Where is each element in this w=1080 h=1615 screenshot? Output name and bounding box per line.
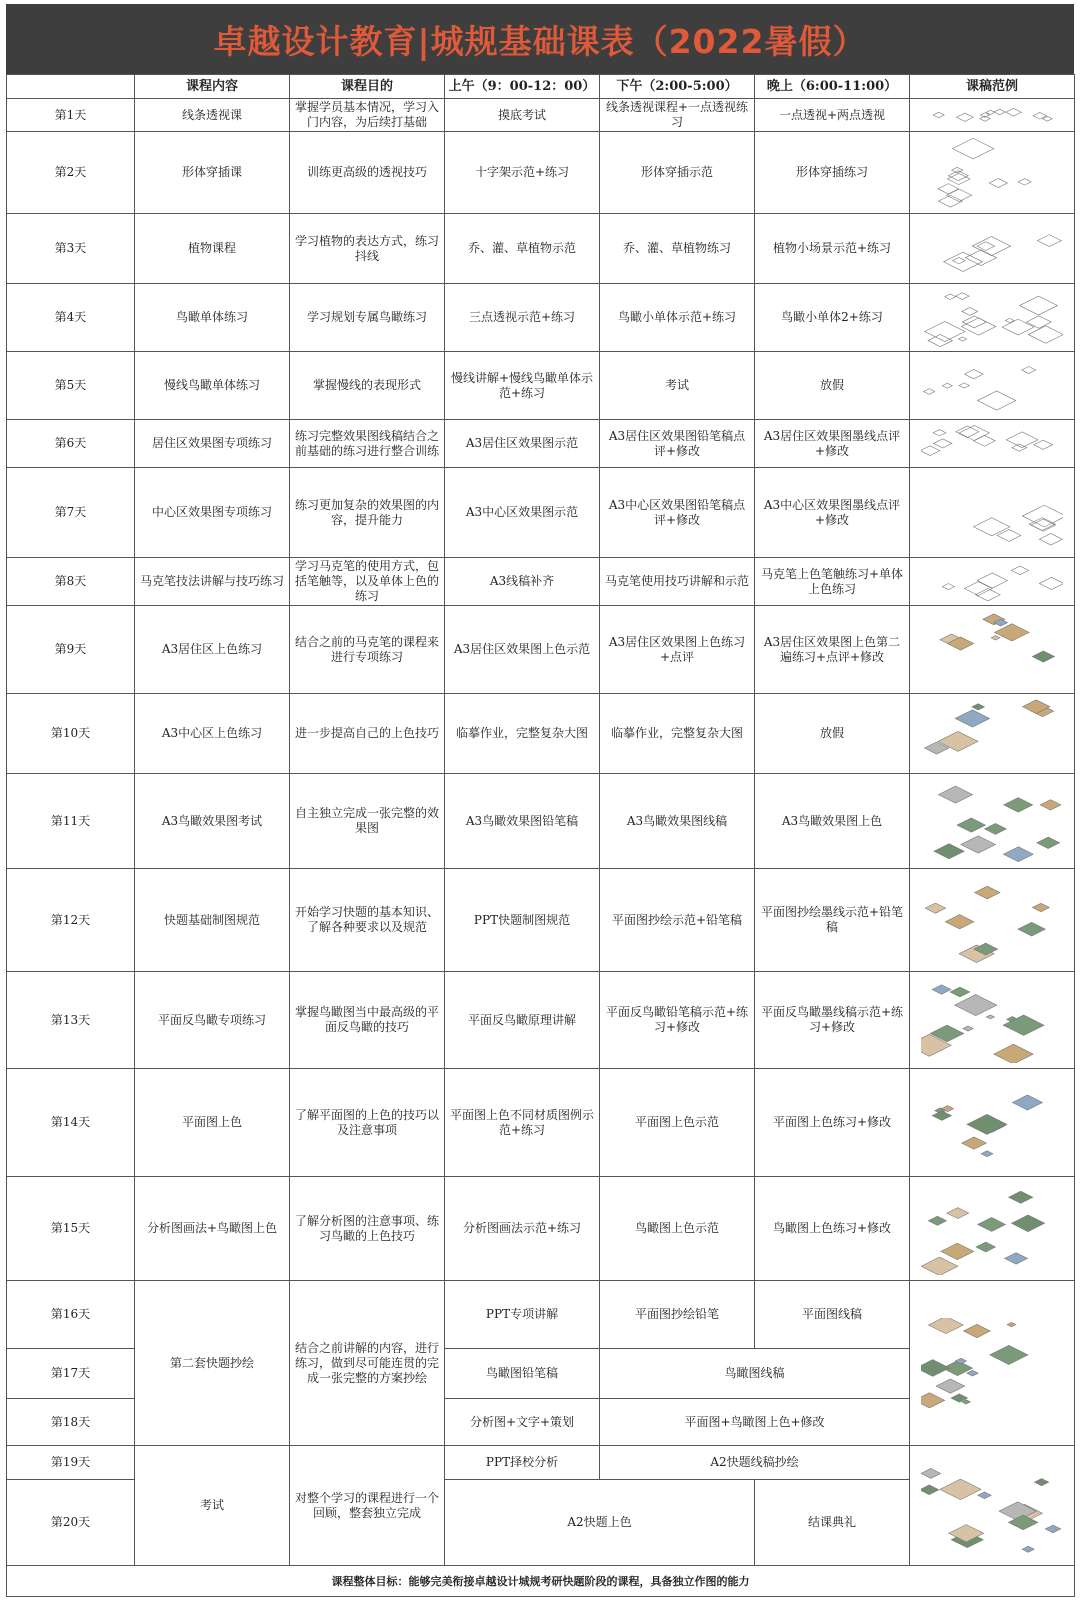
evening-cell: A3居住区效果图上色第二遍练习+点评+修改 — [755, 606, 910, 694]
course-cell: 第二套快题抄绘 — [135, 1281, 290, 1446]
day-cell: 第9天 — [7, 606, 135, 694]
course-cell: 平面反鸟瞰专项练习 — [135, 972, 290, 1069]
day-cell: 第13天 — [7, 972, 135, 1069]
afternoon-cell: 鸟瞰图上色示范 — [600, 1177, 755, 1281]
purpose-cell: 掌握慢线的表现形式 — [290, 352, 445, 420]
sketch-thumbnail — [921, 358, 1063, 414]
afternoon-cell: 形体穿插示范 — [600, 132, 755, 214]
morning-cell: 分析图画法示范+练习 — [445, 1177, 600, 1281]
header-row — [7, 75, 1075, 99]
afternoon-evening-cell: 平面图+鸟瞰图上色+修改 — [600, 1399, 910, 1446]
evening-cell: 马克笔上色笔触练习+单体上色练习 — [755, 558, 910, 606]
afternoon-cell: A3居住区效果图铅笔稿点评+修改 — [600, 420, 755, 468]
table-row — [7, 1069, 1075, 1177]
header-evening: 晚上（6:00-11:00） — [755, 75, 910, 99]
example-cell — [910, 694, 1075, 774]
morning-cell: 乔、灌、草植物示范 — [445, 214, 600, 284]
table-row — [7, 774, 1075, 869]
afternoon-cell: 马克笔使用技巧讲解和示范 — [600, 558, 755, 606]
afternoon-cell: 平面反鸟瞰铅笔稿示范+练习+修改 — [600, 972, 755, 1069]
example-cell — [910, 869, 1075, 972]
footer-row — [7, 1566, 1075, 1597]
evening-cell: 结课典礼 — [755, 1480, 910, 1566]
afternoon-evening-cell: A2快题线稿抄绘 — [600, 1446, 910, 1480]
afternoon-cell: 考试 — [600, 352, 755, 420]
sketch-thumbnail — [921, 1456, 1063, 1556]
course-cell: A3中心区上色练习 — [135, 694, 290, 774]
evening-cell: 平面反鸟瞰墨线稿示范+练习+修改 — [755, 972, 910, 1069]
purpose-cell: 结合之前讲解的内容，进行练习，做到尽可能连贯的完成一张完整的方案抄绘 — [290, 1281, 445, 1446]
sketch-thumbnail — [921, 779, 1063, 863]
morning-cell: 平面反鸟瞰原理讲解 — [445, 972, 600, 1069]
table-row — [7, 972, 1075, 1069]
sketch-thumbnail — [921, 874, 1063, 966]
sketch-thumbnail — [921, 138, 1063, 208]
morning-cell: 摸底考试 — [445, 99, 600, 132]
purpose-cell: 了解分析图的注意事项、练习鸟瞰的上色技巧 — [290, 1177, 445, 1281]
example-cell — [910, 214, 1075, 284]
table-row — [7, 214, 1075, 284]
morning-cell: A3线稿补齐 — [445, 558, 600, 606]
table-row — [7, 694, 1075, 774]
afternoon-cell: 临摹作业，完整复杂大图 — [600, 694, 755, 774]
evening-cell: 鸟瞰小单体2+练习 — [755, 284, 910, 352]
table-row — [7, 1177, 1075, 1281]
afternoon-cell: 鸟瞰小单体示范+练习 — [600, 284, 755, 352]
day-cell: 第3天 — [7, 214, 135, 284]
evening-cell: 平面图线稿 — [755, 1281, 910, 1349]
morning-cell: PPT快题制图规范 — [445, 869, 600, 972]
evening-cell: 植物小场景示范+练习 — [755, 214, 910, 284]
day-cell: 第16天 — [7, 1281, 135, 1349]
morning-cell: PPT专项讲解 — [445, 1281, 600, 1349]
header-course: 课程内容 — [135, 75, 290, 99]
course-cell: 植物课程 — [135, 214, 290, 284]
morning-cell: 平面图上色不同材质图例示范+练习 — [445, 1069, 600, 1177]
day-cell: 第4天 — [7, 284, 135, 352]
sketch-thumbnail — [921, 1318, 1063, 1408]
course-cell: 线条透视课 — [135, 99, 290, 132]
day-cell: 第6天 — [7, 420, 135, 468]
morning-cell: A3中心区效果图示范 — [445, 468, 600, 558]
purpose-cell: 学习植物的表达方式，练习抖线 — [290, 214, 445, 284]
evening-cell: 放假 — [755, 352, 910, 420]
evening-cell: 一点透视+两点透视 — [755, 99, 910, 132]
table-row — [7, 606, 1075, 694]
header-purpose: 课程目的 — [290, 75, 445, 99]
sketch-thumbnail — [921, 219, 1063, 279]
morning-cell: 临摹作业，完整复杂大图 — [445, 694, 600, 774]
afternoon-cell: 平面图抄绘示范+铅笔稿 — [600, 869, 755, 972]
example-cell — [910, 1446, 1075, 1566]
morning-cell: A3鸟瞰效果图铅笔稿 — [445, 774, 600, 869]
table-row — [7, 420, 1075, 468]
course-cell: 快题基础制图规范 — [135, 869, 290, 972]
day-cell: 第10天 — [7, 694, 135, 774]
morning-cell: 慢线讲解+慢线鸟瞰单体示范+练习 — [445, 352, 600, 420]
purpose-cell: 开始学习快题的基本知识、了解各种要求以及规范 — [290, 869, 445, 972]
afternoon-cell: A3中心区效果图铅笔稿点评+修改 — [600, 468, 755, 558]
day-cell: 第17天 — [7, 1349, 135, 1399]
morning-cell: 鸟瞰图铅笔稿 — [445, 1349, 600, 1399]
course-cell: 居住区效果图专项练习 — [135, 420, 290, 468]
purpose-cell: 对整个学习的课程进行一个回顾，整套独立完成 — [290, 1446, 445, 1566]
evening-cell: A3鸟瞰效果图上色 — [755, 774, 910, 869]
example-cell — [910, 132, 1075, 214]
afternoon-cell: 平面图上色示范 — [600, 1069, 755, 1177]
course-cell: 鸟瞰单体练习 — [135, 284, 290, 352]
table-row — [7, 352, 1075, 420]
example-cell — [910, 99, 1075, 132]
purpose-cell: 进一步提高自己的上色技巧 — [290, 694, 445, 774]
evening-cell: A3居住区效果图墨线点评+修改 — [755, 420, 910, 468]
table-row — [7, 468, 1075, 558]
afternoon-cell: 线条透视课程+一点透视练习 — [600, 99, 755, 132]
purpose-cell: 训练更高级的透视技巧 — [290, 132, 445, 214]
day-cell: 第7天 — [7, 468, 135, 558]
schedule-table — [6, 74, 1075, 1597]
table-row — [7, 284, 1075, 352]
example-cell — [910, 420, 1075, 468]
sketch-thumbnail — [921, 1183, 1063, 1275]
morning-cell: A3居住区效果图示范 — [445, 420, 600, 468]
morning-cell: 三点透视示范+练习 — [445, 284, 600, 352]
course-cell: 形体穿插课 — [135, 132, 290, 214]
page-title: 卓越设计教育|城规基础课表（2022暑假） — [213, 21, 867, 61]
course-cell: A3居住区上色练习 — [135, 606, 290, 694]
day-cell: 第18天 — [7, 1399, 135, 1446]
course-cell: 考试 — [135, 1446, 290, 1566]
purpose-cell: 学习马克笔的使用方式，包括笔触等，以及单体上色的练习 — [290, 558, 445, 606]
sketch-thumbnail — [921, 1075, 1063, 1171]
afternoon-cell: 平面图抄绘铅笔 — [600, 1281, 755, 1349]
day-cell: 第8天 — [7, 558, 135, 606]
course-goal: 课程整体目标：能够完美衔接卓越设计城规考研快题阶段的课程，具备独立作图的能力 — [7, 1566, 1075, 1597]
example-cell — [910, 606, 1075, 694]
sketch-thumbnail — [921, 563, 1063, 601]
day-cell: 第11天 — [7, 774, 135, 869]
course-cell: 慢线鸟瞰单体练习 — [135, 352, 290, 420]
example-cell — [910, 774, 1075, 869]
sketch-thumbnail — [921, 611, 1063, 689]
sketch-thumbnail — [921, 425, 1063, 463]
example-cell — [910, 1281, 1075, 1446]
day-cell: 第5天 — [7, 352, 135, 420]
table-row — [7, 558, 1075, 606]
title-bar — [6, 4, 1074, 74]
header-example: 课稿范例 — [910, 75, 1075, 99]
sketch-thumbnail — [921, 699, 1063, 769]
example-cell — [910, 558, 1075, 606]
morning-cell: 分析图+文字+策划 — [445, 1399, 600, 1446]
day-cell: 第2天 — [7, 132, 135, 214]
course-cell: A3鸟瞰效果图考试 — [135, 774, 290, 869]
header-morning: 上午（9：00-12：00） — [445, 75, 600, 99]
afternoon-evening-cell: 鸟瞰图线稿 — [600, 1349, 910, 1399]
purpose-cell: 练习完整效果图线稿结合之前基础的练习进行整合训练 — [290, 420, 445, 468]
day-cell: 第14天 — [7, 1069, 135, 1177]
header-afternoon: 下午（2:00-5:00） — [600, 75, 755, 99]
evening-cell: 平面图上色练习+修改 — [755, 1069, 910, 1177]
purpose-cell: 了解平面图的上色的技巧以及注意事项 — [290, 1069, 445, 1177]
course-cell: 中心区效果图专项练习 — [135, 468, 290, 558]
table-row — [7, 869, 1075, 972]
sketch-thumbnail — [921, 289, 1063, 347]
course-cell: 分析图画法+鸟瞰图上色 — [135, 1177, 290, 1281]
example-cell — [910, 1177, 1075, 1281]
course-cell: 马克笔技法讲解与技巧练习 — [135, 558, 290, 606]
purpose-cell: 练习更加复杂的效果图的内容，提升能力 — [290, 468, 445, 558]
day-cell: 第20天 — [7, 1480, 135, 1566]
day-cell: 第15天 — [7, 1177, 135, 1281]
purpose-cell: 学习规划专属鸟瞰练习 — [290, 284, 445, 352]
purpose-cell: 结合之前的马克笔的课程来进行专项练习 — [290, 606, 445, 694]
morning-cell: PPT择校分析 — [445, 1446, 600, 1480]
sketch-thumbnail — [921, 105, 1063, 125]
morning-cell: A3居住区效果图上色示范 — [445, 606, 600, 694]
afternoon-cell: A3居住区效果图上色练习+点评 — [600, 606, 755, 694]
evening-cell: 平面图抄绘墨线示范+铅笔稿 — [755, 869, 910, 972]
example-cell — [910, 1069, 1075, 1177]
table-row — [7, 132, 1075, 214]
course-cell: 平面图上色 — [135, 1069, 290, 1177]
example-cell — [910, 352, 1075, 420]
day-cell: 第19天 — [7, 1446, 135, 1480]
purpose-cell: 自主独立完成一张完整的效果图 — [290, 774, 445, 869]
evening-cell: 放假 — [755, 694, 910, 774]
table-row — [7, 1281, 1075, 1349]
afternoon-cell: 乔、灌、草植物练习 — [600, 214, 755, 284]
sketch-thumbnail — [921, 473, 1063, 553]
day-cell: 第12天 — [7, 869, 135, 972]
evening-cell: 鸟瞰图上色练习+修改 — [755, 1177, 910, 1281]
purpose-cell: 掌握学员基本情况，学习入门内容，为后续打基础 — [290, 99, 445, 132]
table-row — [7, 1446, 1075, 1480]
evening-cell: 形体穿插练习 — [755, 132, 910, 214]
example-cell — [910, 468, 1075, 558]
example-cell — [910, 972, 1075, 1069]
example-cell — [910, 284, 1075, 352]
afternoon-cell: A3鸟瞰效果图线稿 — [600, 774, 755, 869]
purpose-cell: 掌握鸟瞰图当中最高级的平面反鸟瞰的技巧 — [290, 972, 445, 1069]
header-day — [7, 75, 135, 99]
morning-afternoon-cell: A2快题上色 — [445, 1480, 755, 1566]
sketch-thumbnail — [921, 977, 1063, 1063]
table-row — [7, 99, 1075, 132]
morning-cell: 十字架示范+练习 — [445, 132, 600, 214]
day-cell: 第1天 — [7, 99, 135, 132]
evening-cell: A3中心区效果图墨线点评+修改 — [755, 468, 910, 558]
